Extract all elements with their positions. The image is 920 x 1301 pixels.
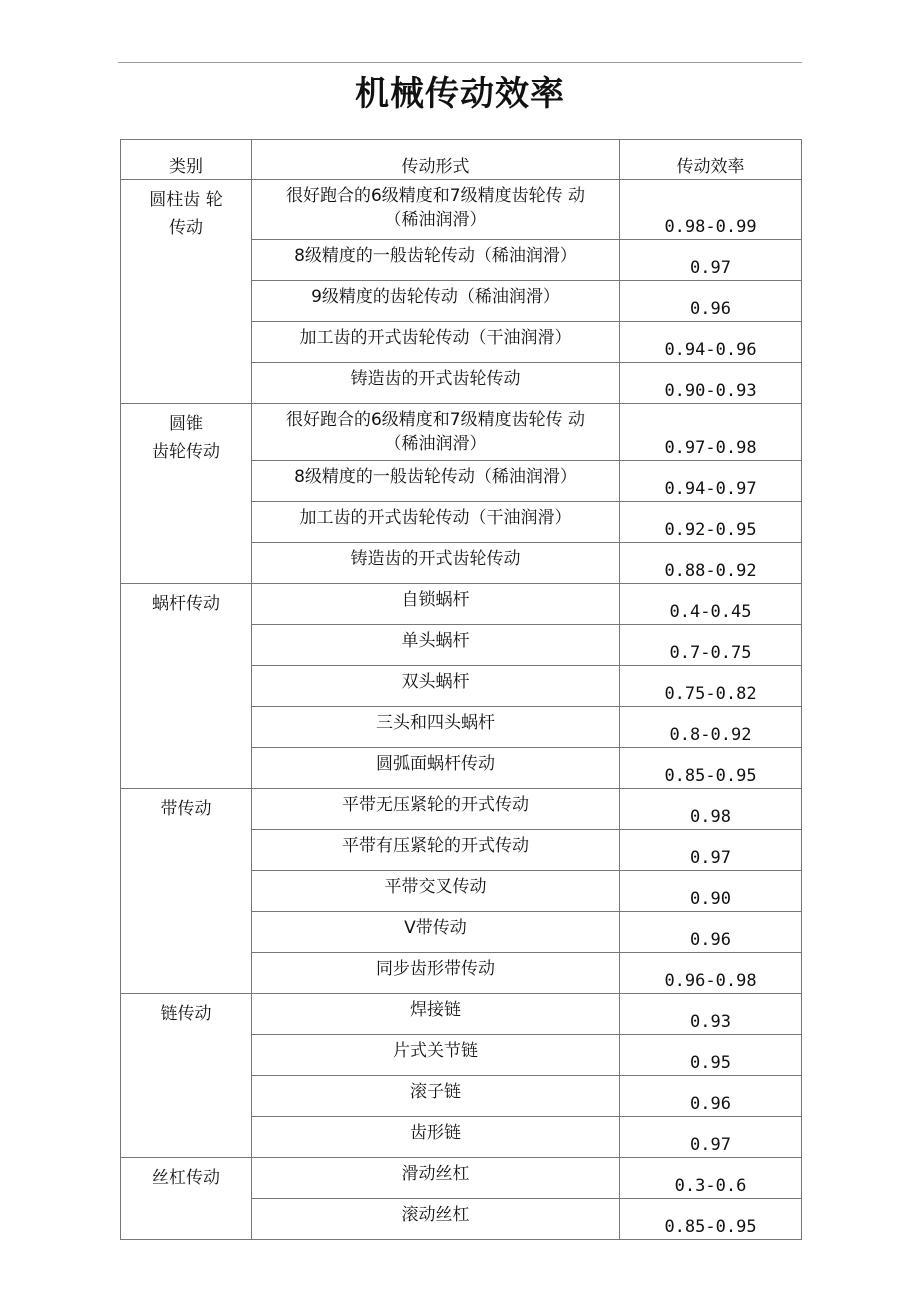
transmission-form-text: （稀油润滑）	[384, 434, 487, 454]
table-header-row	[121, 140, 802, 180]
category-cell	[121, 180, 252, 404]
transmission-form-text: 平带无压紧轮的开式传动	[342, 795, 529, 815]
transmission-form-text: 加工齿的开式齿轮传动（干油润滑）	[299, 328, 572, 348]
category-label: 齿轮传动	[152, 442, 220, 462]
efficiency-cell: 0.97	[620, 240, 802, 281]
category-label: 带传动	[160, 799, 212, 819]
transmission-form-cell	[252, 830, 620, 871]
transmission-form-cell	[252, 1076, 620, 1117]
category-cell	[121, 584, 252, 789]
efficiency-cell: 0.88-0.92	[620, 543, 802, 584]
efficiency-cell: 0.92-0.95	[620, 502, 802, 543]
table-row	[121, 1158, 802, 1199]
transmission-form-text: 加工齿的开式齿轮传动（干油润滑）	[299, 508, 572, 528]
efficiency-cell: 0.85-0.95	[620, 748, 802, 789]
transmission-form-cell	[252, 953, 620, 994]
transmission-form-text: 焊接链	[410, 1000, 461, 1020]
transmission-form-cell	[252, 1199, 620, 1240]
transmission-form-cell	[252, 707, 620, 748]
category-cell	[121, 1158, 252, 1240]
transmission-form-cell	[252, 404, 620, 461]
transmission-form-text: 滑动丝杠	[401, 1164, 470, 1184]
transmission-form-cell	[252, 748, 620, 789]
transmission-form-text: 同步齿形带传动	[376, 959, 495, 979]
transmission-form-text: V带传动	[404, 918, 467, 938]
transmission-form-text: 8级精度的一般齿轮传动（稀油润滑）	[294, 246, 577, 266]
transmission-form-cell	[252, 461, 620, 502]
transmission-form-text: 9级精度的齿轮传动（稀油润滑）	[311, 287, 560, 307]
category-label: 圆柱齿 轮	[149, 190, 223, 210]
category-cell	[121, 404, 252, 584]
efficiency-cell: 0.85-0.95	[620, 1199, 802, 1240]
transmission-form-cell	[252, 322, 620, 363]
transmission-form-cell	[252, 1117, 620, 1158]
efficiency-cell: 0.94-0.96	[620, 322, 802, 363]
transmission-form-text: 圆弧面蜗杆传动	[376, 754, 495, 774]
transmission-form-cell	[252, 502, 620, 543]
transmission-form-text: 三头和四头蜗杆	[376, 713, 495, 733]
transmission-form-cell	[252, 994, 620, 1035]
transmission-form-cell	[252, 543, 620, 584]
header-category: 类别	[121, 140, 252, 180]
efficiency-cell: 0.7-0.75	[620, 625, 802, 666]
efficiency-cell: 0.96	[620, 912, 802, 953]
efficiency-cell: 0.98-0.99	[620, 180, 802, 240]
header-efficiency: 传动效率	[620, 140, 802, 180]
table-row	[121, 180, 802, 240]
transmission-form-cell	[252, 666, 620, 707]
transmission-form-text: 滚动丝杠	[401, 1205, 470, 1225]
transmission-form-cell	[252, 1158, 620, 1199]
table-body	[121, 180, 802, 1240]
efficiency-cell: 0.75-0.82	[620, 666, 802, 707]
category-cell	[121, 994, 252, 1158]
transmission-form-text: 片式关节链	[393, 1041, 478, 1061]
transmission-form-cell	[252, 363, 620, 404]
category-label: 传动	[169, 218, 203, 238]
transmission-form-cell	[252, 1035, 620, 1076]
efficiency-cell: 0.96-0.98	[620, 953, 802, 994]
efficiency-cell: 0.94-0.97	[620, 461, 802, 502]
transmission-form-text: 平带交叉传动	[384, 877, 487, 897]
transmission-form-text: 单头蜗杆	[401, 631, 470, 651]
efficiency-cell: 0.90	[620, 871, 802, 912]
transmission-form-text: （稀油润滑）	[384, 210, 487, 230]
transmission-form-text: 自锁蜗杆	[401, 590, 470, 610]
transmission-form-text: 铸造齿的开式齿轮传动	[350, 549, 521, 569]
transmission-form-cell	[252, 625, 620, 666]
transmission-form-text: 平带有压紧轮的开式传动	[342, 836, 529, 856]
transmission-form-cell	[252, 912, 620, 953]
transmission-form-text: 双头蜗杆	[401, 672, 470, 692]
table-row	[121, 789, 802, 830]
category-label: 链传动	[160, 1004, 212, 1024]
efficiency-cell: 0.96	[620, 281, 802, 322]
efficiency-cell: 0.4-0.45	[620, 584, 802, 625]
transmission-form-text: 齿形链	[410, 1123, 461, 1143]
transmission-form-text: 滚子链	[410, 1082, 461, 1102]
transmission-form-cell	[252, 240, 620, 281]
transmission-form-text: 8级精度的一般齿轮传动（稀油润滑）	[294, 467, 577, 487]
transmission-form-text: 很好跑合的6级精度和7级精度齿轮传 动	[285, 186, 586, 206]
transmission-form-cell	[252, 584, 620, 625]
efficiency-cell: 0.3-0.6	[620, 1158, 802, 1199]
transmission-form-text: 铸造齿的开式齿轮传动	[350, 369, 521, 389]
efficiency-cell: 0.97-0.98	[620, 404, 802, 461]
transmission-form-cell	[252, 871, 620, 912]
table-row	[121, 994, 802, 1035]
table-row	[121, 584, 802, 625]
transmission-form-cell	[252, 789, 620, 830]
category-label: 丝杠传动	[152, 1168, 220, 1188]
efficiency-cell: 0.97	[620, 1117, 802, 1158]
category-label: 圆锥	[169, 414, 203, 434]
efficiency-cell: 0.98	[620, 789, 802, 830]
efficiency-cell: 0.8-0.92	[620, 707, 802, 748]
top-divider	[118, 62, 802, 63]
efficiency-table	[120, 139, 802, 1240]
table-row	[121, 404, 802, 461]
efficiency-cell: 0.93	[620, 994, 802, 1035]
header-form: 传动形式	[252, 140, 620, 180]
efficiency-cell: 0.90-0.93	[620, 363, 802, 404]
transmission-form-cell	[252, 281, 620, 322]
transmission-form-text: 很好跑合的6级精度和7级精度齿轮传 动	[285, 410, 586, 430]
efficiency-cell: 0.95	[620, 1035, 802, 1076]
transmission-form-cell	[252, 180, 620, 240]
efficiency-cell: 0.96	[620, 1076, 802, 1117]
category-cell	[121, 789, 252, 994]
category-label: 蜗杆传动	[152, 594, 220, 614]
page-title: 机械传动效率	[355, 74, 565, 114]
efficiency-cell: 0.97	[620, 830, 802, 871]
